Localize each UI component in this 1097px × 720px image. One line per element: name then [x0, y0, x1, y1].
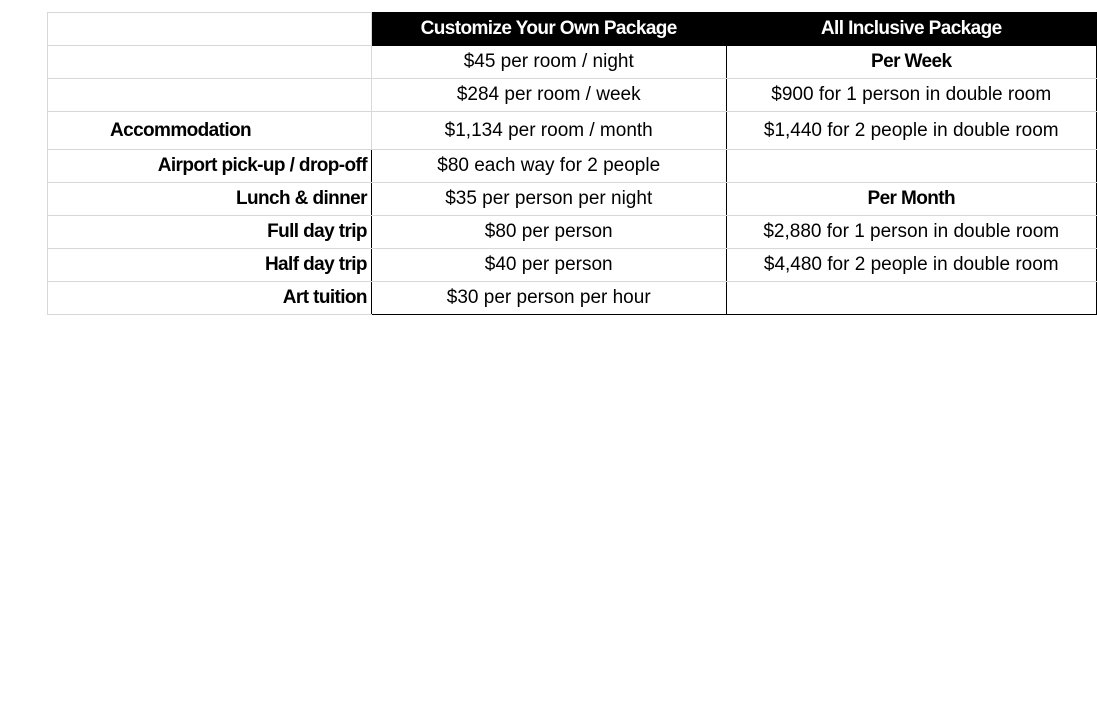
inclusive-section-heading: Per Month — [726, 183, 1097, 216]
row-label-half-day-trip: Half day trip — [48, 249, 372, 282]
table-row — [48, 282, 1097, 315]
custom-price-cell: $80 per person — [371, 216, 726, 249]
inclusive-price-cell: $4,480 for 2 people in double room — [726, 249, 1097, 282]
custom-price-cell: $80 each way for 2 people — [371, 150, 726, 183]
custom-price-cell: $284 per room / week — [371, 79, 726, 112]
table-row — [48, 79, 1097, 112]
custom-price-cell: $30 per person per hour — [371, 282, 726, 315]
header-cell-custom: Customize Your Own Package — [371, 13, 726, 46]
table-row — [48, 216, 1097, 249]
header-cell-inclusive: All Inclusive Package — [726, 13, 1097, 46]
header-cell-label — [48, 13, 372, 46]
table-row — [48, 112, 1097, 150]
row-label-full-day-trip: Full day trip — [48, 216, 372, 249]
inclusive-section-heading: Per Week — [726, 46, 1097, 79]
row-label-art-tuition: Art tuition — [48, 282, 372, 315]
custom-price-cell: $35 per person per night — [371, 183, 726, 216]
pricing-table — [47, 12, 1097, 315]
table-header-row — [48, 13, 1097, 46]
inclusive-price-cell — [726, 282, 1097, 315]
table-row — [48, 249, 1097, 282]
row-label-airport: Airport pick-up / drop-off — [48, 150, 372, 183]
table-row — [48, 183, 1097, 216]
table-row — [48, 46, 1097, 79]
custom-price-cell: $40 per person — [371, 249, 726, 282]
row-label — [48, 46, 372, 79]
row-label-meals: Lunch & dinner — [48, 183, 372, 216]
inclusive-price-cell: $900 for 1 person in double room — [726, 79, 1097, 112]
inclusive-price-cell: $1,440 for 2 people in double room — [726, 112, 1097, 150]
row-label — [48, 79, 372, 112]
inclusive-price-cell: $2,880 for 1 person in double room — [726, 216, 1097, 249]
inclusive-price-cell — [726, 150, 1097, 183]
row-label-accommodation: Accommodation — [48, 112, 372, 150]
custom-price-cell: $1,134 per room / month — [371, 112, 726, 150]
custom-price-cell: $45 per room / night — [371, 46, 726, 79]
table-row — [48, 150, 1097, 183]
